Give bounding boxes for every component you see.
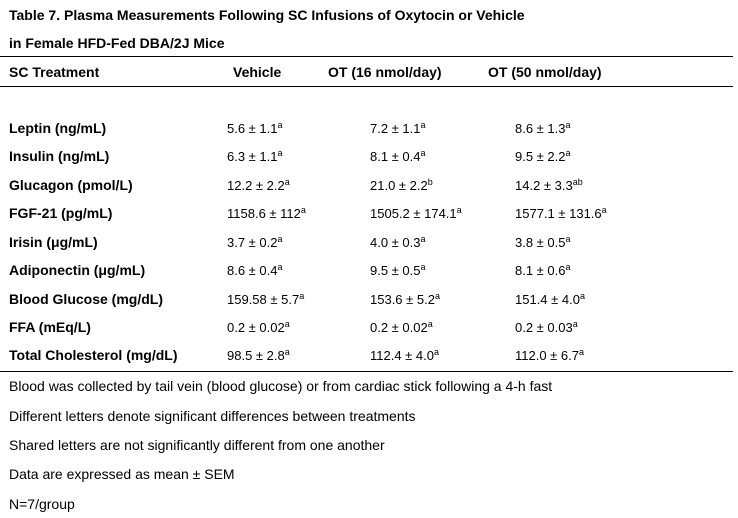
significance-letter: a xyxy=(284,319,290,329)
cell-value: 8.1 ± 0.6 xyxy=(515,263,566,278)
row-label: FFA (mEq/L) xyxy=(9,319,91,335)
cell-value: 159.58 ± 5.7 xyxy=(227,292,300,307)
rule-top xyxy=(0,56,733,57)
table-cell xyxy=(370,121,426,136)
footnote-shared: Shared letters are not significantly different from one another xyxy=(9,437,385,453)
significance-letter: a xyxy=(572,319,578,329)
significance-letter: a xyxy=(284,347,290,357)
significance-letter: a xyxy=(434,347,440,357)
rule-header xyxy=(0,86,733,87)
significance-letter: a xyxy=(579,347,585,357)
significance-letter: a xyxy=(427,319,433,329)
table-row xyxy=(0,177,733,205)
footnote-collection: Blood was collected by tail vein (blood glucose) or from cardiac stick following a 4-h fast xyxy=(9,378,553,394)
cell-value: 1158.6 ± 112 xyxy=(227,206,301,221)
row-label: FGF-21 (pg/mL) xyxy=(9,205,113,221)
table-row xyxy=(0,234,733,262)
cell-value: 3.8 ± 0.5 xyxy=(515,235,566,250)
table-row xyxy=(0,120,733,148)
header-treatment: SC Treatment xyxy=(9,64,100,80)
cell-value: 5.6 ± 1.1 xyxy=(227,121,278,136)
table-row xyxy=(0,319,733,347)
table-cell xyxy=(227,320,290,335)
table-cell xyxy=(370,149,426,164)
cell-value: 12.2 ± 2.2 xyxy=(227,178,285,193)
table-cell xyxy=(515,292,585,307)
table-cell xyxy=(515,149,571,164)
significance-letter: a xyxy=(420,262,426,272)
footnote-sem: Data are expressed as mean ± SEM xyxy=(9,466,235,482)
significance-letter: a xyxy=(300,205,306,215)
table-row xyxy=(0,148,733,176)
significance-letter: a xyxy=(456,205,462,215)
table-cell xyxy=(370,263,426,278)
significance-letter: a xyxy=(420,234,426,244)
table-cell xyxy=(515,121,571,136)
row-label: Glucagon (pmol/L) xyxy=(9,177,133,193)
cell-value: 1505.2 ± 174.1 xyxy=(370,206,457,221)
cell-value: 0.2 ± 0.02 xyxy=(227,320,285,335)
table-cell xyxy=(515,178,583,193)
cell-value: 14.2 ± 3.3 xyxy=(515,178,573,193)
cell-value: 98.5 ± 2.8 xyxy=(227,348,285,363)
significance-letter: a xyxy=(434,291,440,301)
significance-letter: a xyxy=(565,120,571,130)
row-label: Leptin (ng/mL) xyxy=(9,120,107,136)
table-cell xyxy=(227,348,290,363)
table-row xyxy=(0,205,733,233)
table-cell xyxy=(227,178,290,193)
rule-bottom xyxy=(0,371,733,372)
table-cell xyxy=(515,348,584,363)
cell-value: 9.5 ± 0.5 xyxy=(370,263,421,278)
table-cell xyxy=(227,206,306,221)
significance-letter: a xyxy=(420,120,426,130)
significance-letter: a xyxy=(579,291,585,301)
significance-letter: a xyxy=(565,148,571,158)
significance-letter: a xyxy=(420,148,426,158)
cell-value: 112.4 ± 4.0 xyxy=(370,348,434,363)
table-cell xyxy=(370,235,426,250)
cell-value: 8.1 ± 0.4 xyxy=(370,149,421,164)
cell-value: 0.2 ± 0.03 xyxy=(515,320,573,335)
cell-value: 8.6 ± 1.3 xyxy=(515,121,566,136)
table-row xyxy=(0,291,733,319)
table-cell xyxy=(370,178,433,193)
significance-letter: a xyxy=(565,262,571,272)
table-cell xyxy=(515,235,571,250)
table-cell xyxy=(515,320,578,335)
table-cell xyxy=(227,121,283,136)
significance-letter: a xyxy=(299,291,305,301)
table-cell xyxy=(370,206,462,221)
cell-value: 6.3 ± 1.1 xyxy=(227,149,278,164)
row-label: Total Cholesterol (mg/dL) xyxy=(9,347,178,363)
significance-letter: a xyxy=(601,205,607,215)
cell-value: 3.7 ± 0.2 xyxy=(227,235,278,250)
cell-value: 151.4 ± 4.0 xyxy=(515,292,580,307)
significance-letter: a xyxy=(284,177,290,187)
cell-value: 7.2 ± 1.1 xyxy=(370,121,421,136)
table-cell xyxy=(515,263,571,278)
footnote-n: N=7/group xyxy=(9,496,75,512)
significance-letter: a xyxy=(565,234,571,244)
row-label: Insulin (ng/mL) xyxy=(9,148,110,164)
cell-value: 21.0 ± 2.2 xyxy=(370,178,428,193)
cell-value: 8.6 ± 0.4 xyxy=(227,263,278,278)
cell-value: 1577.1 ± 131.6 xyxy=(515,206,602,221)
header-ot16: OT (16 nmol/day) xyxy=(328,64,442,80)
table-title: Table 7. Plasma Measurements Following SC Infusions of Oxytocin or Vehicle xyxy=(9,7,525,23)
table-cell xyxy=(370,320,433,335)
significance-letter: a xyxy=(277,234,283,244)
table-cell xyxy=(370,348,439,363)
significance-letter: a xyxy=(277,148,283,158)
significance-letter: a xyxy=(277,120,283,130)
header-vehicle: Vehicle xyxy=(233,64,282,80)
significance-letter: ab xyxy=(572,177,583,187)
table-row xyxy=(0,262,733,290)
header-ot50: OT (50 nmol/day) xyxy=(488,64,602,80)
row-label: Blood Glucose (mg/dL) xyxy=(9,291,163,307)
table-cell xyxy=(227,235,283,250)
table-subtitle: in Female HFD-Fed DBA/2J Mice xyxy=(9,35,225,51)
cell-value: 4.0 ± 0.3 xyxy=(370,235,421,250)
table-cell xyxy=(515,206,607,221)
cell-value: 112.0 ± 6.7 xyxy=(515,348,579,363)
significance-letter: a xyxy=(277,262,283,272)
significance-letter: b xyxy=(427,177,433,187)
table-cell xyxy=(227,149,283,164)
table-cell xyxy=(227,292,304,307)
row-label: Adiponectin (μg/mL) xyxy=(9,262,146,278)
row-label: Irisin (μg/mL) xyxy=(9,234,98,250)
table-cell xyxy=(227,263,283,278)
cell-value: 9.5 ± 2.2 xyxy=(515,149,566,164)
cell-value: 153.6 ± 5.2 xyxy=(370,292,435,307)
cell-value: 0.2 ± 0.02 xyxy=(370,320,428,335)
footnote-letters: Different letters denote significant differences between treatments xyxy=(9,408,416,424)
table-cell xyxy=(370,292,440,307)
